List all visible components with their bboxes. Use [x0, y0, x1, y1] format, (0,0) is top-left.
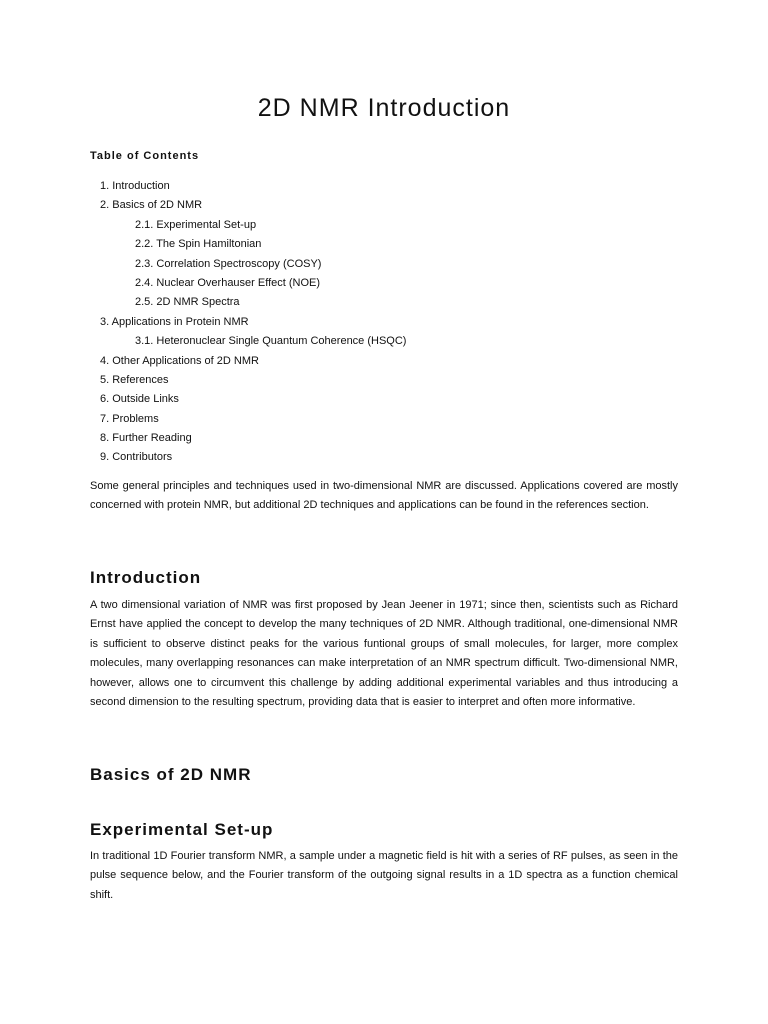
- toc-item-references: 5. References: [100, 373, 169, 386]
- toc-item-contributors: 9. Contributors: [100, 451, 173, 464]
- toc-item-problems: 7. Problems: [100, 412, 159, 425]
- toc-item-introduction: 1. Introduction: [100, 180, 170, 192]
- introduction-paragraph: A two dimensional variation of NMR was first proposed by Jean Jeener in 1971; since then, scientists such as Richard Ernst have applied the concept to develop the many techniques of 2D NMR. Although traditional, one-dimensional NMR is sufficient to observe distinct peaks for the various funtional groups of small molecules, for larger, more complex molecules, many overlapping resonances can make interpretation of an NMR spectrum difficult. Two-dimensional NMR, however, allows one to circumvent this challenge by adding additional experimental variables and thus introducing a second dimension to the resulting spectrum, providing data that is easier to interpret and often more informative.: [90, 599, 678, 709]
- toc-item-protein-nmr: 3. Applications in Protein NMR: [100, 315, 249, 328]
- experimental-setup-paragraph: In traditional 1D Fourier transform NMR, a sample under a magnetic field is hit with a series of RF pulses, as seen in the pulse sequence below, and the Fourier transform of the outgoing signal results in a 1D spectra as a function chemical shift.: [90, 850, 678, 901]
- toc-item-basics: 2. Basics of 2D NMR: [100, 199, 203, 212]
- toc-heading: Table of Contents: [90, 150, 200, 162]
- page-title: 2D NMR Introduction: [257, 94, 511, 122]
- toc-item-experimental-setup: 2.1. Experimental Set-up: [135, 218, 257, 231]
- toc-item-cosy: 2.3. Correlation Spectroscopy (COSY): [135, 257, 322, 270]
- toc-item-outside-links: 6. Outside Links: [100, 393, 179, 406]
- toc-item-spin-hamiltonian: 2.2. The Spin Hamiltonian: [135, 238, 262, 251]
- toc-item-hsqc: 3.1. Heteronuclear Single Quantum Coherence (HSQC): [135, 335, 407, 348]
- introduction-heading: Introduction: [90, 568, 202, 587]
- basics-heading: Basics of 2D NMR: [90, 765, 252, 784]
- table-of-contents: [0, 177, 768, 468]
- toc-item-further-reading: 8. Further Reading: [100, 432, 192, 445]
- intro-paragraph: Some general principles and techniques used in two-dimensional NMR are discussed. Applications covered are mostly concerned with protein NMR, but additional 2D techniques and applications can be found in the references section.: [90, 480, 678, 512]
- toc-item-2d-nmr-spectra: 2.5. 2D NMR Spectra: [135, 296, 240, 309]
- toc-item-noe: 2.4. Nuclear Overhauser Effect (NOE): [135, 276, 321, 289]
- toc-item-other-applications: 4. Other Applications of 2D NMR: [100, 354, 259, 367]
- experimental-setup-heading: Experimental Set-up: [90, 820, 274, 839]
